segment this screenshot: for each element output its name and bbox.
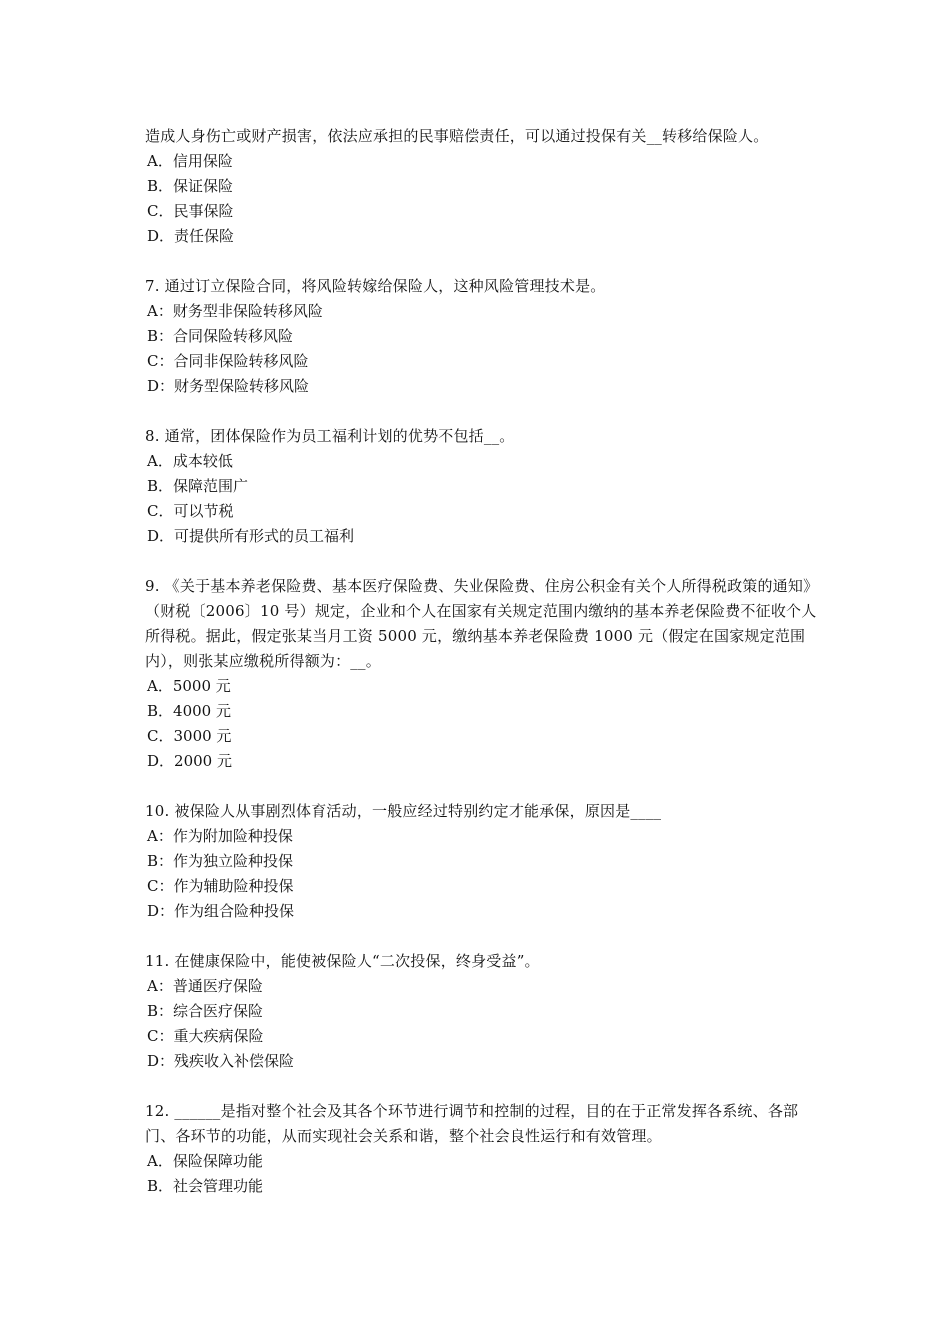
option-b: B．4000 元 [147,702,231,720]
question-stem: 11. 在健康保险中，能使被保险人“二次投保，终身受益”。 [145,952,540,970]
option-b: B：合同保险转移风险 [147,327,294,345]
question-list [145,124,820,1224]
option-d: D：财务型保险转移风险 [147,377,310,395]
option-b: B：综合医疗保险 [147,1002,264,1020]
option-b: B．社会管理功能 [147,1177,264,1195]
option-a: A．保险保障功能 [147,1152,263,1170]
option-b: B．保证保险 [147,177,234,195]
question-stem: 10. 被保险人从事剧烈体育活动，一般应经过特别约定才能承保，原因是____ [145,802,662,820]
option-b: B：作为独立险种投保 [147,852,294,870]
option-d: D：作为组合险种投保 [147,902,295,920]
option-b: B．保障范围广 [147,477,249,495]
question-item [145,424,820,549]
option-a: A：普通医疗保险 [147,977,263,995]
option-c: C：作为辅助险种投保 [147,877,294,895]
option-c: C．3000 元 [147,727,232,745]
option-c: C．可以节税 [147,502,234,520]
question-item [145,124,820,249]
option-a: A：作为附加险种投保 [147,827,293,845]
question-stem: 9. 《关于基本养老保险费、基本医疗保险费、失业保险费、住房公积金有关个人所得税政策的通知》（财税〔2006〕10 号）规定，企业和个人在国家有关规定范围内缴纳的基本养老保险费不征收个人所得税。据此，假定张某当月工资 5000 元，缴纳基本养老保险费 1000 元（假定在国家规定范围内），则张某应缴税所得额为：__。 [145,577,819,670]
option-c: C：重大疾病保险 [147,1027,264,1045]
question-item [145,574,820,774]
option-d: D．可提供所有形式的员工福利 [147,527,355,545]
question-item [145,949,820,1074]
option-d: D．责任保险 [147,227,235,245]
question-item [145,1099,820,1199]
option-a: A．5000 元 [147,677,231,695]
question-stem: 造成人身伤亡或财产损害，依法应承担的民事赔偿责任，可以通过投保有关__转移给保险人。 [145,127,769,145]
question-item [145,274,820,399]
question-stem: 7. 通过订立保险合同，将风险转嫁给保险人，这种风险管理技术是。 [145,277,606,295]
option-d: D：残疾收入补偿保险 [147,1052,295,1070]
question-stem: 8. 通常，团体保险作为员工福利计划的优势不包括__。 [145,427,515,445]
option-a: A：财务型非保险转移风险 [147,302,323,320]
question-item [145,799,820,924]
option-d: D．2000 元 [147,752,232,770]
question-stem: 12. ______是指对整个社会及其各个环节进行调节和控制的过程，目的在于正常发挥各系统、各部门、各环节的功能，从而实现社会关系和谐，整个社会良性运行和有效管理。 [145,1102,799,1145]
option-c: C．民事保险 [147,202,234,220]
option-a: A．信用保险 [147,152,233,170]
option-a: A．成本较低 [147,452,233,470]
option-c: C：合同非保险转移风险 [147,352,309,370]
